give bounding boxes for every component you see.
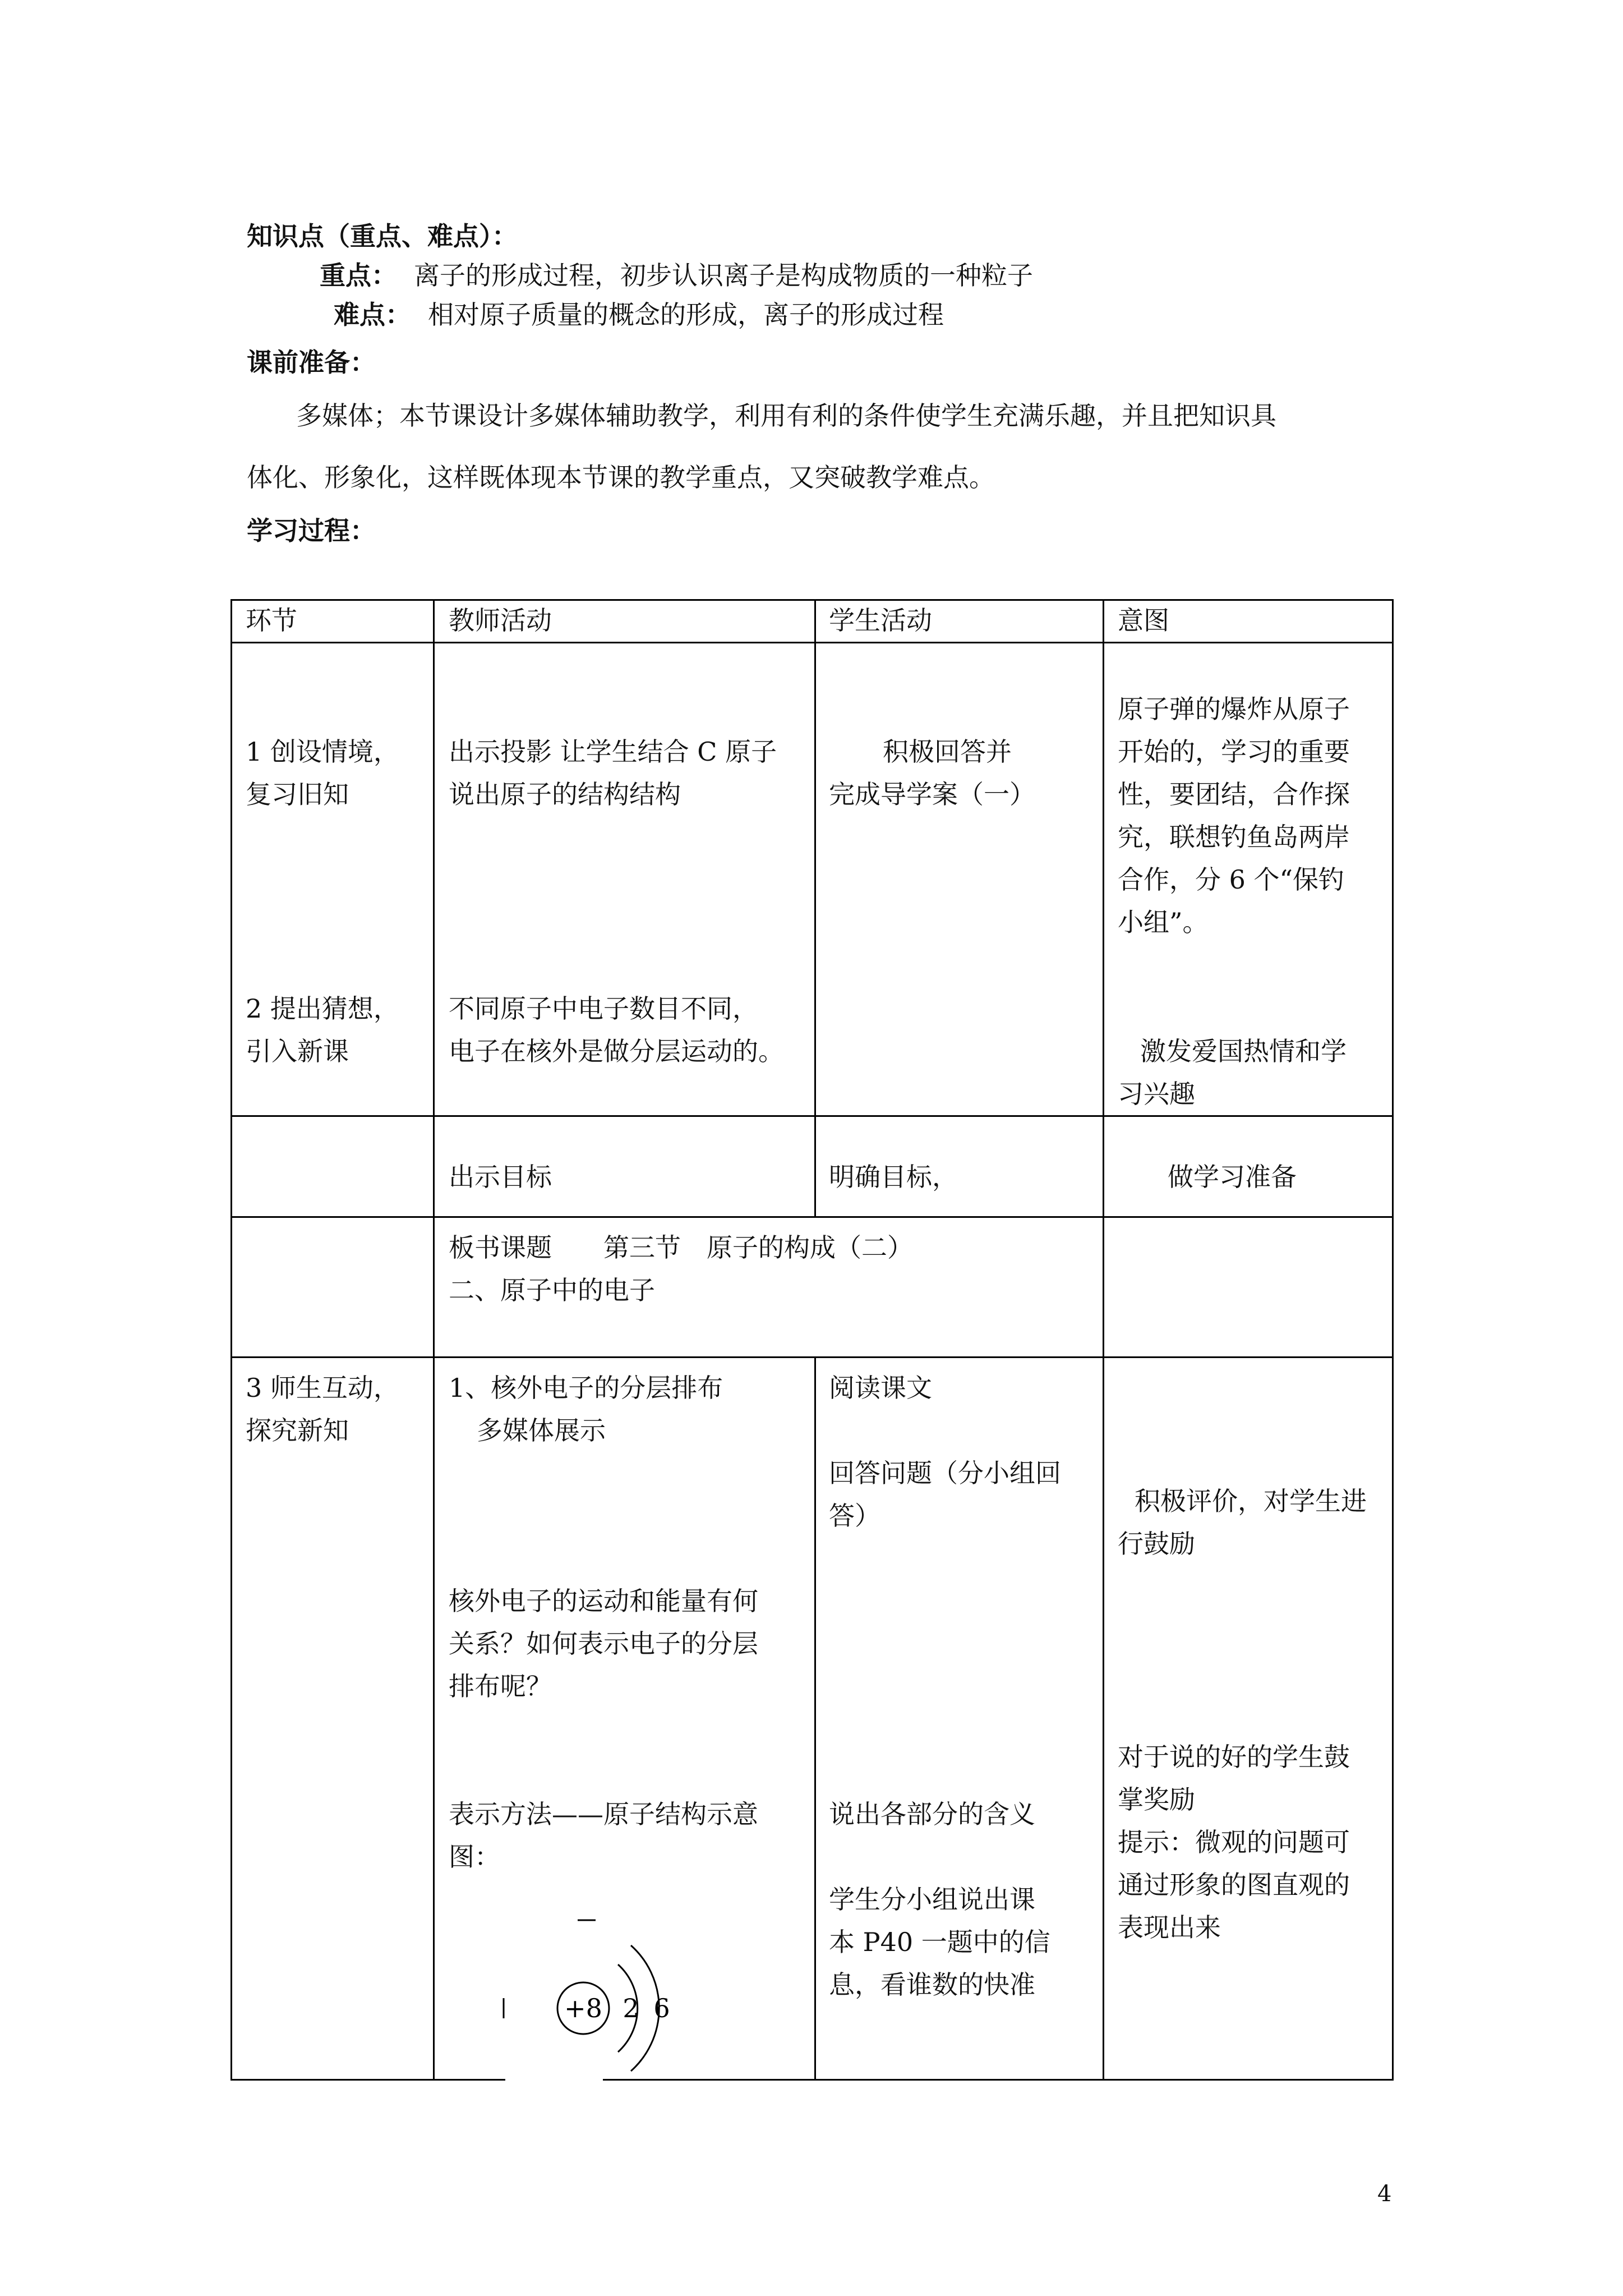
intent-line: 行鼓励: [1118, 1529, 1195, 1559]
intent-line: 表现出来: [1118, 1912, 1221, 1943]
stage-1: [246, 730, 399, 816]
teacher-activity-3a: [449, 1366, 723, 1452]
intent-2: [1118, 1030, 1347, 1115]
teacher-activity-line: 表示方法——原子结构示意: [449, 1799, 758, 1829]
table-col-divider: [814, 599, 816, 1218]
intent-evaluate: [1118, 1480, 1367, 1565]
prep-line-1: 多媒体；本节课设计多媒体辅助教学，利用有利的条件使学生充满乐趣，并且把知识具: [296, 401, 1276, 431]
intent-line: 开始的，学习的重要: [1118, 737, 1350, 767]
intent-line: 对于说的好的学生鼓: [1118, 1742, 1350, 1772]
intent-reward: [1118, 1736, 1350, 1949]
intent-1: [1118, 688, 1350, 944]
intent-line: 原子弹的爆炸从原子: [1118, 694, 1350, 724]
intent-line: 合作，分 6 个“保钓: [1118, 864, 1345, 895]
intent-line: 小组”。: [1118, 907, 1209, 937]
student-activity-line: 本 P40 一题中的信: [829, 1927, 1050, 1957]
key-point: [320, 255, 1033, 292]
table-col-divider: [1103, 599, 1104, 2081]
board-title-line: 二、原子中的电子: [449, 1275, 655, 1305]
teacher-activity-line: 1、核外电子的分层排布: [449, 1373, 723, 1403]
teacher-activity-line: 关系？如何表示电子的分层: [449, 1628, 758, 1659]
intent-line: 积极评价，对学生进: [1135, 1486, 1367, 1516]
page-number: 4: [1377, 2181, 1392, 2207]
student-clear-goals: 明确目标，: [829, 1162, 958, 1192]
student-activity-line: 完成导学案（一）: [829, 779, 1035, 809]
teacher-activity-line: 说出原子的结构结构: [449, 779, 681, 809]
stage-1-line: 复习旧知: [246, 779, 349, 809]
prep-line-2: 体化、形象化，这样既体现本节课的教学重点，又突破教学难点。: [247, 462, 995, 493]
table-border-right: [1392, 599, 1394, 2081]
teacher-activity-3c: [449, 1793, 758, 1878]
table-border-bottom: [230, 2079, 505, 2081]
student-group-task: [829, 1878, 1050, 2006]
stage-3: [246, 1366, 399, 1452]
intent-line: 性，要团结，合作探: [1118, 779, 1350, 809]
student-activity-1: [829, 730, 1035, 816]
table-rule: [230, 1115, 1394, 1117]
table-col-divider: [433, 599, 435, 2081]
table-border-top: [230, 599, 1394, 601]
knowledge-title: 知识点（重点、难点）：: [247, 221, 518, 251]
intent-line: 通过形象的图直观的: [1118, 1870, 1350, 1900]
table-border-left: [230, 599, 232, 2081]
nucleus-charge: +8: [564, 1993, 602, 2023]
student-activity-line: 积极回答并: [883, 737, 1012, 767]
student-activity-line: 回答问题（分小组回: [829, 1458, 1061, 1488]
teacher-activity-3b: [449, 1580, 758, 1708]
header-stage: 环节: [246, 605, 297, 636]
stage-2-line: 引入新课: [246, 1036, 349, 1066]
teacher-activity-line: 核外电子的运动和能量有何: [449, 1586, 758, 1616]
student-activity-line: 学生分小组说出课: [829, 1884, 1035, 1915]
table-rule: [230, 1216, 1394, 1218]
intent-line: 究，联想钓鱼岛两岸: [1118, 822, 1350, 852]
intent-line: 激发爱国热情和学: [1140, 1036, 1347, 1066]
stage-2-line: 2 提出猜想，: [246, 993, 399, 1024]
stage-1-line: 1 创设情境，: [246, 737, 399, 767]
table-rule: [230, 1356, 1394, 1358]
teacher-activity-line: 电子在核外是做分层运动的。: [449, 1036, 784, 1066]
student-explain-parts: 说出各部分的含义: [829, 1799, 1035, 1829]
stage-3-line: 探究新知: [246, 1415, 349, 1446]
prep-title: 课前准备：: [247, 347, 376, 378]
student-answer: [829, 1452, 1061, 1537]
student-read-text: 阅读课文: [829, 1373, 932, 1403]
student-activity-line: 答）: [829, 1501, 880, 1531]
teacher-show-goals: 出示目标: [449, 1162, 552, 1192]
teacher-activity-line: 图：: [449, 1842, 500, 1872]
header-teacher: 教师活动: [449, 605, 552, 636]
difficult-text: 相对原子质量的概念的形成，离子的形成过程: [428, 300, 944, 330]
teacher-activity-line: 不同原子中电子数目不同，: [449, 993, 758, 1024]
key-text: 离子的形成过程，初步认识离子是构成物质的一种粒子: [414, 260, 1033, 291]
stage-2: [246, 987, 399, 1073]
teacher-activity-2: [449, 987, 784, 1073]
stage-3-line: 3 师生互动，: [246, 1373, 399, 1403]
intent-prepare: 做学习准备: [1168, 1162, 1297, 1192]
intent-line: 提示：微观的问题可: [1118, 1827, 1350, 1857]
intent-line: 习兴趣: [1118, 1079, 1195, 1109]
atom-structure-diagram: [494, 1902, 679, 2109]
header-intent: 意图: [1118, 605, 1169, 636]
difficult-label: 难点：: [334, 300, 411, 330]
table-border-bottom: [603, 2079, 1394, 2081]
board-title-line: 板书课题 第三节 原子的构成（二）: [449, 1232, 913, 1263]
teacher-activity-line: 出示投影 让学生结合 C 原子: [449, 737, 777, 767]
difficult-point: [334, 295, 944, 332]
intent-line: 掌奖励: [1118, 1784, 1195, 1815]
teacher-activity-line: 排布呢？: [449, 1671, 552, 1701]
teacher-activity-1: [449, 730, 777, 816]
header-student: 学生活动: [829, 605, 932, 636]
board-title: [449, 1226, 913, 1312]
process-title: 学习过程：: [247, 516, 376, 546]
teacher-activity-line: 多媒体展示: [477, 1415, 606, 1446]
table-col-divider: [814, 1356, 816, 2081]
student-activity-line: 息，看谁数的快准: [829, 1970, 1035, 2000]
shell2-electrons: 6: [653, 1993, 670, 2023]
shell1-electrons: 2: [623, 1993, 639, 2023]
table-rule: [230, 642, 1394, 643]
key-label: 重点：: [320, 260, 397, 291]
